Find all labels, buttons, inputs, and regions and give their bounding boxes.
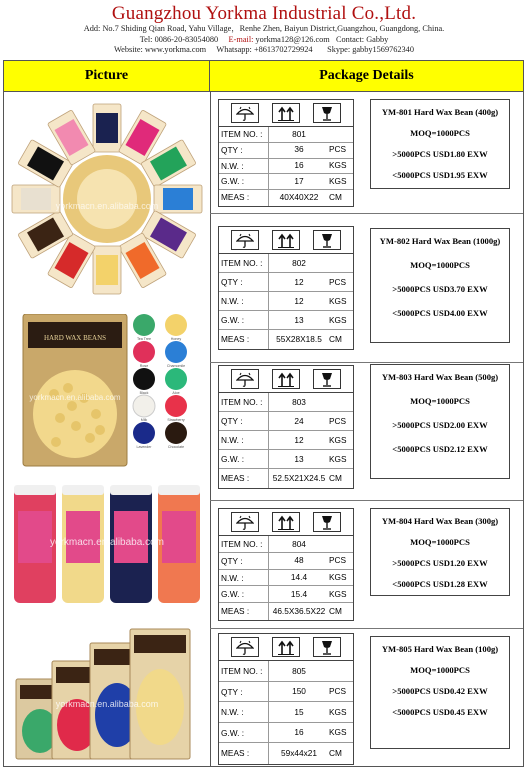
carton-row-item-no bbox=[219, 127, 353, 143]
carton-field-unit: KGS bbox=[329, 588, 347, 599]
package-column-header: Package Details bbox=[319, 68, 414, 83]
moq: MOQ=1000PCS bbox=[410, 260, 470, 270]
price-tier-low: <5000PCS USD1.95 EXW bbox=[392, 170, 488, 180]
this-side-up-icon bbox=[272, 103, 300, 123]
price-box bbox=[370, 364, 510, 479]
address: No.7 Shiding Qian Road, Yahu Village，Renhe Zhen, Baiyun District,Guangzhou, Guangdong, China. bbox=[102, 24, 445, 33]
svg-text:Black: Black bbox=[139, 391, 149, 395]
carton-field-unit: CM bbox=[329, 748, 342, 759]
svg-text:Milk: Milk bbox=[140, 418, 148, 422]
carton-field-unit: KGS bbox=[329, 706, 347, 717]
carton-field-label: MEAS : bbox=[219, 469, 269, 488]
product-name: YM-802 Hard Wax Bean (1000g) bbox=[379, 236, 501, 246]
carton-field-value: 24 bbox=[294, 415, 304, 426]
carton-field-label: ITEM NO. : bbox=[219, 661, 269, 681]
product-photo-4 bbox=[4, 621, 210, 763]
carton-field-label: N.W. : bbox=[219, 159, 269, 174]
handling-icons bbox=[219, 366, 353, 393]
skype-label: Skype: bbox=[327, 45, 351, 54]
moq: MOQ=1000PCS bbox=[410, 396, 470, 406]
this-side-up-icon bbox=[272, 230, 300, 250]
carton-field-value: 14.4 bbox=[290, 572, 308, 583]
price-tier-high: >5000PCS USD2.00 EXW bbox=[392, 420, 488, 430]
tel: 0086-20-83054080 bbox=[154, 34, 219, 44]
carton-row-gw bbox=[219, 174, 353, 190]
carton-field-label: MEAS : bbox=[219, 603, 269, 620]
price-tier-high: >5000PCS USD1.20 EXW bbox=[392, 558, 488, 568]
column-divider bbox=[210, 92, 211, 766]
svg-text:Strawberry: Strawberry bbox=[167, 418, 185, 422]
carton-row-qty bbox=[219, 412, 353, 431]
email[interactable]: yorkma128@126.com bbox=[255, 34, 330, 44]
umbrella-icon bbox=[231, 512, 259, 532]
carton-field-unit: KGS bbox=[329, 727, 347, 738]
contact-line bbox=[0, 35, 528, 46]
carton-label bbox=[218, 99, 354, 207]
carton-field-unit: KGS bbox=[329, 295, 347, 306]
carton-row-qty bbox=[219, 682, 353, 703]
carton-row-meas bbox=[219, 743, 353, 764]
carton-field-label: ITEM NO. : bbox=[219, 254, 269, 272]
carton-row-nw bbox=[219, 159, 353, 175]
carton-row-meas bbox=[219, 603, 353, 620]
handling-icons bbox=[219, 509, 353, 536]
carton-field-unit: KGS bbox=[329, 453, 347, 464]
svg-text:Aloe: Aloe bbox=[172, 391, 180, 395]
carton-label bbox=[218, 508, 354, 621]
carton-field-label: N.W. : bbox=[219, 570, 269, 586]
carton-row-gw bbox=[219, 311, 353, 330]
carton-field-label: G.W. : bbox=[219, 174, 269, 189]
svg-text:yorkmacn.en.alibaba.com: yorkmacn.en.alibaba.com bbox=[50, 537, 164, 548]
carton-field-unit: PCS bbox=[329, 276, 347, 287]
carton-field-label: N.W. : bbox=[219, 702, 269, 722]
letterhead bbox=[0, 0, 528, 60]
carton-row-meas bbox=[219, 190, 353, 206]
svg-text:HARD WAX BEANS: HARD WAX BEANS bbox=[43, 334, 107, 342]
carton-row-qty bbox=[219, 553, 353, 570]
price-box bbox=[370, 228, 510, 343]
carton-field-value: 16 bbox=[294, 727, 304, 738]
row-divider bbox=[210, 213, 523, 214]
carton-row-gw bbox=[219, 723, 353, 744]
carton-field-unit: PCS bbox=[329, 555, 347, 566]
product-photo-1 bbox=[4, 97, 210, 302]
fragile-glass-icon bbox=[313, 230, 341, 250]
price-tier-high: >5000PCS USD3.70 EXW bbox=[392, 284, 488, 294]
carton-row-gw bbox=[219, 450, 353, 469]
price-tier-low: <5000PCS USD2.12 EXW bbox=[392, 444, 488, 454]
this-side-up-icon bbox=[272, 369, 300, 389]
picture-column-header: Picture bbox=[4, 61, 210, 91]
carton-field-label: QTY : bbox=[219, 553, 269, 569]
fragile-glass-icon bbox=[313, 369, 341, 389]
carton-field-label: N.W. : bbox=[219, 431, 269, 449]
carton-field-value: 803 bbox=[292, 396, 306, 407]
svg-text:Lavender: Lavender bbox=[136, 445, 152, 449]
carton-field-unit: KGS bbox=[329, 175, 347, 186]
carton-row-meas bbox=[219, 330, 353, 349]
carton-field-value: 12 bbox=[294, 276, 304, 287]
moq: MOQ=1000PCS bbox=[410, 128, 470, 138]
moq: MOQ=1000PCS bbox=[410, 665, 470, 675]
address-line bbox=[0, 24, 528, 35]
row-divider bbox=[210, 500, 523, 501]
carton-label bbox=[218, 633, 354, 765]
svg-text:Honey: Honey bbox=[170, 337, 182, 341]
carton-row-item-no bbox=[219, 536, 353, 553]
carton-field-label: G.W. : bbox=[219, 311, 269, 329]
carton-field-value: 59x44x21 bbox=[281, 748, 317, 759]
carton-field-value: 48 bbox=[294, 555, 304, 566]
fragile-glass-icon bbox=[313, 512, 341, 532]
contact-name: Gabby bbox=[366, 34, 389, 44]
carton-field-label: MEAS : bbox=[219, 743, 269, 764]
row-divider bbox=[210, 362, 523, 363]
price-box bbox=[370, 99, 510, 189]
svg-text:Tea Tree: Tea Tree bbox=[137, 337, 151, 341]
carton-field-label: N.W. : bbox=[219, 292, 269, 310]
carton-row-meas bbox=[219, 469, 353, 488]
carton-field-value: 52.5X21X24.5 bbox=[272, 473, 326, 483]
carton-field-value: 17 bbox=[294, 175, 304, 186]
carton-field-unit: KGS bbox=[329, 572, 347, 583]
carton-field-value: 40X40X22 bbox=[279, 192, 319, 203]
carton-field-value: 13 bbox=[294, 453, 304, 464]
carton-label bbox=[218, 365, 354, 489]
website[interactable]: www.yorkma.com bbox=[144, 45, 207, 54]
carton-field-value: 802 bbox=[292, 257, 306, 268]
moq: MOQ=1000PCS bbox=[410, 537, 470, 547]
carton-row-qty bbox=[219, 273, 353, 292]
carton-field-label: ITEM NO. : bbox=[219, 536, 269, 552]
carton-field-unit: PCS bbox=[329, 144, 347, 155]
carton-field-label: QTY : bbox=[219, 682, 269, 702]
carton-field-value: 12 bbox=[294, 434, 304, 445]
carton-field-unit: PCS bbox=[329, 686, 347, 697]
carton-field-label: MEAS : bbox=[219, 190, 269, 206]
carton-field-value: 15 bbox=[294, 706, 304, 717]
carton-field-value: 15.4 bbox=[290, 588, 308, 599]
carton-field-value: 804 bbox=[292, 538, 306, 549]
fragile-glass-icon bbox=[313, 103, 341, 123]
carton-field-unit: KGS bbox=[329, 434, 347, 445]
price-tier-high: >5000PCS USD1.80 EXW bbox=[392, 149, 488, 159]
price-tier-low: <5000PCS USD1.28 EXW bbox=[392, 579, 488, 589]
carton-field-value: 16 bbox=[294, 160, 304, 171]
carton-row-item-no bbox=[219, 254, 353, 273]
contact-label: Contact: bbox=[335, 34, 365, 44]
svg-text:yorkmacn.en.alibaba.com: yorkmacn.en.alibaba.com bbox=[55, 201, 159, 211]
umbrella-icon bbox=[231, 369, 259, 389]
carton-field-unit: KGS bbox=[329, 160, 347, 171]
carton-field-value: 36 bbox=[294, 144, 304, 155]
whatsapp-label: Whatsapp: bbox=[216, 45, 252, 54]
svg-text:yorkmacn.en.alibaba.com: yorkmacn.en.alibaba.com bbox=[29, 393, 121, 402]
email-label: E-mail: bbox=[228, 34, 254, 44]
carton-field-label: ITEM NO. : bbox=[219, 127, 269, 142]
carton-field-unit: CM bbox=[329, 473, 342, 483]
product-name: YM-803 Hard Wax Bean (500g) bbox=[381, 372, 499, 382]
carton-row-nw bbox=[219, 431, 353, 450]
handling-icons bbox=[219, 634, 353, 661]
price-box bbox=[370, 636, 510, 749]
web-line bbox=[0, 45, 528, 56]
carton-field-value: 46.5X36.5X22 bbox=[272, 606, 326, 617]
svg-text:Chamomile: Chamomile bbox=[166, 364, 186, 368]
product-name: YM-801 Hard Wax Bean (400g) bbox=[381, 107, 499, 117]
website-label: Website: bbox=[114, 45, 143, 54]
umbrella-icon bbox=[231, 230, 259, 250]
carton-row-gw bbox=[219, 586, 353, 603]
carton-field-label: G.W. : bbox=[219, 723, 269, 743]
carton-field-unit: KGS bbox=[329, 314, 347, 325]
carton-field-value: 805 bbox=[292, 665, 306, 676]
carton-field-label: MEAS : bbox=[219, 330, 269, 349]
svg-text:Chocolate: Chocolate bbox=[167, 445, 185, 449]
carton-field-label: G.W. : bbox=[219, 450, 269, 468]
carton-row-nw bbox=[219, 702, 353, 723]
carton-row-nw bbox=[219, 570, 353, 587]
svg-text:yorkmacn.en.alibaba.com: yorkmacn.en.alibaba.com bbox=[55, 699, 159, 709]
carton-field-value: 801 bbox=[292, 128, 306, 139]
product-name: YM-804 Hard Wax Bean (300g) bbox=[381, 516, 499, 526]
carton-label bbox=[218, 226, 354, 350]
whatsapp: +8613702729924 bbox=[253, 45, 313, 54]
table-header bbox=[4, 61, 523, 92]
fragile-glass-icon bbox=[313, 637, 341, 657]
carton-field-label: QTY : bbox=[219, 412, 269, 430]
carton-field-value: 55X28X18.5 bbox=[276, 334, 322, 344]
address-label: Add: bbox=[83, 24, 101, 33]
carton-field-unit: CM bbox=[329, 334, 342, 344]
carton-field-unit: CM bbox=[329, 192, 342, 203]
tel-label: Tel: bbox=[139, 34, 153, 44]
product-photo-2 bbox=[4, 314, 210, 474]
row-divider bbox=[210, 628, 523, 629]
this-side-up-icon bbox=[272, 512, 300, 532]
carton-field-label: ITEM NO. : bbox=[219, 393, 269, 411]
carton-field-label: QTY : bbox=[219, 273, 269, 291]
carton-row-nw bbox=[219, 292, 353, 311]
this-side-up-icon bbox=[272, 637, 300, 657]
carton-field-value: 150 bbox=[292, 686, 306, 697]
carton-row-item-no bbox=[219, 393, 353, 412]
umbrella-icon bbox=[231, 103, 259, 123]
umbrella-icon bbox=[231, 637, 259, 657]
product-photo-3 bbox=[4, 481, 210, 606]
price-tier-low: <5000PCS USD0.45 EXW bbox=[392, 707, 488, 717]
carton-field-value: 12 bbox=[294, 295, 304, 306]
carton-row-qty bbox=[219, 143, 353, 159]
handling-icons bbox=[219, 227, 353, 254]
product-name: YM-805 Hard Wax Bean (100g) bbox=[381, 644, 499, 654]
skype: gabby1569762340 bbox=[352, 45, 414, 54]
price-tier-low: <5000PCS USD4.00 EXW bbox=[392, 308, 488, 318]
handling-icons bbox=[219, 100, 353, 127]
svg-text:Rose: Rose bbox=[139, 364, 149, 368]
price-tier-high: >5000PCS USD0.42 EXW bbox=[392, 686, 488, 696]
carton-field-unit: CM bbox=[329, 606, 342, 617]
carton-row-item-no bbox=[219, 661, 353, 682]
company-name: Guangzhou Yorkma Industrial Co.,Ltd. bbox=[111, 3, 417, 24]
carton-field-unit: PCS bbox=[329, 415, 347, 426]
carton-field-label: G.W. : bbox=[219, 586, 269, 602]
carton-field-value: 13 bbox=[294, 314, 304, 325]
price-box bbox=[370, 508, 510, 596]
carton-field-label: QTY : bbox=[219, 143, 269, 158]
